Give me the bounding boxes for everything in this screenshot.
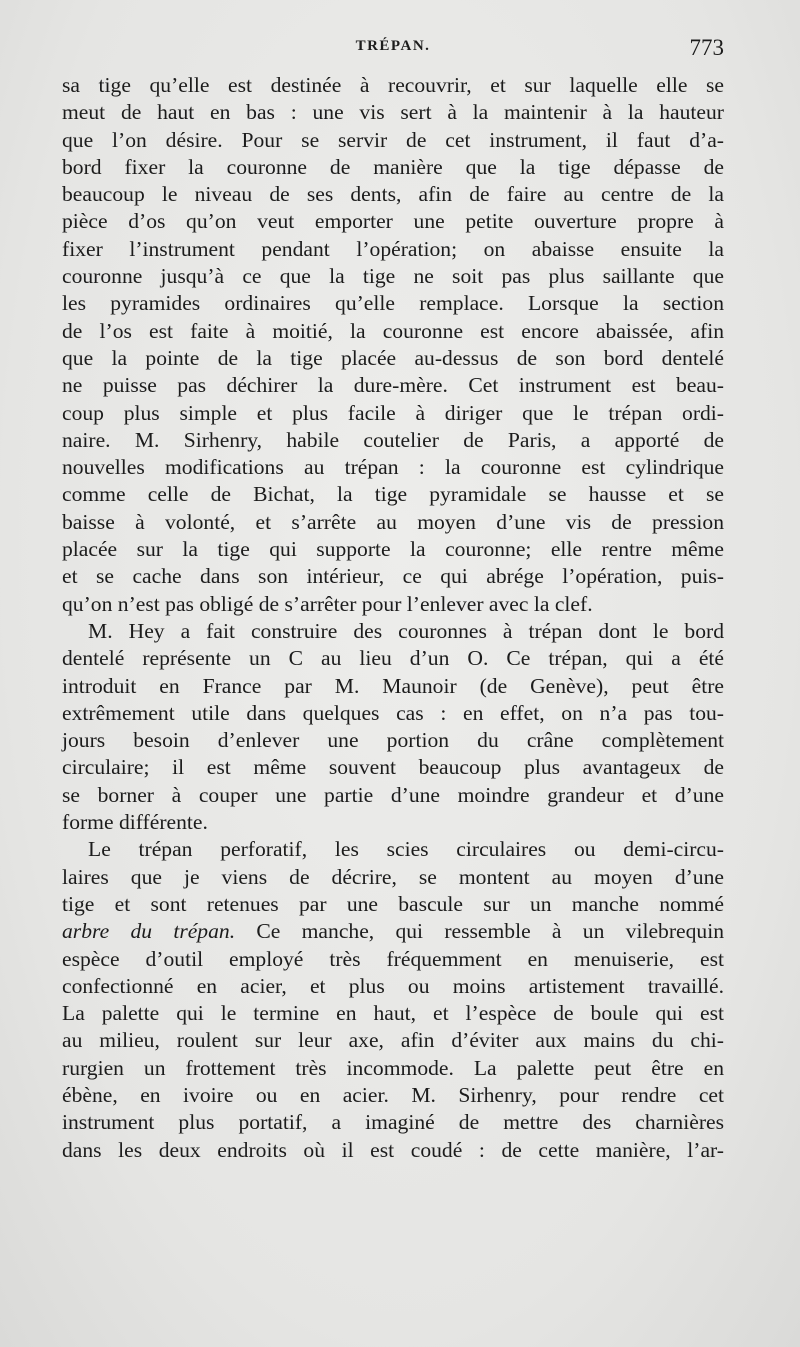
text-line: comme celle de Bichat, la tige pyramidale se hausse et se bbox=[62, 482, 724, 507]
text-line: espèce d’outil employé très fréquemment en menuiserie, est bbox=[62, 946, 724, 971]
text-line: de l’os est faite à moitié, la couronne est encore abaissée, afin bbox=[62, 318, 724, 343]
text-line: rurgien un frottement très incommode. La palette peut être en bbox=[62, 1055, 724, 1080]
text-line: baisse à volonté, et s’arrête au moyen d’une vis de pression bbox=[62, 509, 724, 534]
text-line: se borner à couper une partie d’une moindre grandeur et d’une bbox=[62, 782, 724, 807]
text-line: nouvelles modifications au trépan : la couronne est cylindrique bbox=[62, 455, 724, 480]
text-line: et se cache dans son intérieur, ce qui abrége l’opération, puis- bbox=[62, 564, 724, 589]
text-line: que l’on désire. Pour se servir de cet instrument, il faut d’a- bbox=[62, 127, 724, 152]
text-line: laires que je viens de décrire, se montent au moyen d’une bbox=[62, 864, 724, 889]
text-line: M. Hey a fait construire des couronnes à trépan dont le bord bbox=[88, 618, 724, 643]
text-line: circulaire; il est même souvent beaucoup plus avantageux de bbox=[62, 755, 724, 780]
running-title: TRÉPAN. bbox=[355, 38, 431, 54]
text-line: naire. M. Sirhenry, habile coutelier de Paris, a apporté de bbox=[62, 427, 724, 452]
text-line: ne puisse pas déchirer la dure-mère. Cet instrument est beau- bbox=[62, 373, 724, 398]
text-line: instrument plus portatif, a imaginé de mettre des charnières bbox=[62, 1110, 724, 1135]
page-header bbox=[62, 35, 724, 68]
text-line-with-italic bbox=[62, 918, 724, 945]
text-line: meut de haut en bas : une vis sert à la maintenir à la hauteur bbox=[62, 100, 724, 125]
text-line: Le trépan perforatif, les scies circulaires ou demi-circu- bbox=[88, 837, 724, 862]
italic-term: arbre du trépan. bbox=[62, 919, 236, 944]
text-line: dans les deux endroits où il est coudé : de cette manière, l’ar- bbox=[62, 1137, 724, 1162]
text-line: pièce d’os qu’on veut emporter une petite ouverture propre à bbox=[62, 209, 724, 234]
text-line: couronne jusqu’à ce que la tige ne soit pas plus saillante que bbox=[62, 264, 724, 289]
text-line: forme différente. bbox=[62, 810, 208, 835]
text-line: coup plus simple et plus facile à diriger que le trépan ordi- bbox=[62, 400, 724, 425]
text-line: sa tige qu’elle est destinée à recouvrir, et sur laquelle elle se bbox=[62, 73, 724, 97]
page-number: 773 bbox=[689, 35, 724, 60]
text-line: que la pointe de la tige placée au-dessus de son bord dentelé bbox=[62, 345, 724, 370]
text-line: extrêmement utile dans quelques cas : en effet, on n’a pas tou- bbox=[62, 700, 724, 725]
body-text bbox=[62, 72, 724, 1164]
text-line: ébène, en ivoire ou en acier. M. Sirhenry, pour rendre cet bbox=[62, 1082, 724, 1107]
text-line: placée sur la tige qui supporte la couronne; elle rentre même bbox=[62, 537, 724, 562]
text-line: les pyramides ordinaires qu’elle remplace. Lorsque la section bbox=[62, 291, 724, 316]
text-line: beaucoup le niveau de ses dents, afin de faire au centre de la bbox=[62, 182, 724, 207]
text-line: tige et sont retenues par une bascule sur un manche nommé bbox=[62, 891, 724, 916]
text-line: qu’on n’est pas obligé de s’arrêter pour l’enlever avec la clef. bbox=[62, 591, 593, 616]
text-line: La palette qui le termine en haut, et l’espèce de boule qui est bbox=[62, 1001, 724, 1026]
line-remainder: Ce manche, qui ressemble à un vilebrequin bbox=[235, 919, 724, 944]
text-line: au milieu, roulent sur leur axe, afin d’éviter aux mains du chi- bbox=[62, 1028, 724, 1053]
text-line: confectionné en acier, et plus ou moins artistement travaillé. bbox=[62, 973, 724, 998]
text-line: introduit en France par M. Maunoir (de Genève), peut être bbox=[62, 673, 724, 698]
text-line: fixer l’instrument pendant l’opération; on abaisse ensuite la bbox=[62, 236, 724, 261]
text-line: bord fixer la couronne de manière que la tige dépasse de bbox=[62, 154, 724, 179]
text-line: jours besoin d’enlever une portion du crâne complètement bbox=[62, 728, 724, 753]
text-line: dentelé représente un C au lieu d’un O. Ce trépan, qui a été bbox=[62, 646, 724, 671]
